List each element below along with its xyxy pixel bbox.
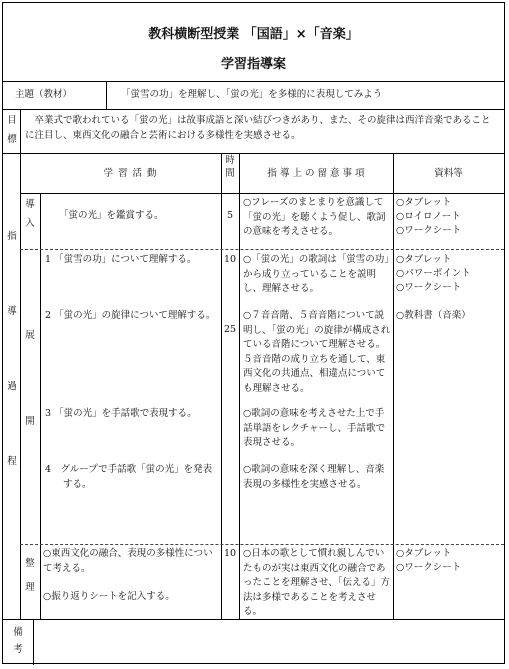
rule-theme-divider xyxy=(106,81,107,109)
rule-intro-bottom xyxy=(20,249,504,250)
summary-activity-1: ○東西文化の融合、表現の多様性について考える。 xyxy=(43,548,213,574)
development-note-2: ○７音音階、５音音階について説明し、「蛍の光」の旋律が構成されている音階について理解させる。５音音階の成り立ちを通して、東西文化の共通点、相違点についても理解させる。 xyxy=(243,310,391,394)
intro-material-2: ○ロイロノート xyxy=(396,211,461,222)
goal-label: 目標 xyxy=(7,115,17,145)
development-activity-3: 3 「蛍の光」を手話歌で表現する。 xyxy=(45,408,197,419)
header-materials: 資料等 xyxy=(434,168,463,179)
rule-goal-bottom xyxy=(3,153,504,154)
development-note-1: ○「蛍の光」の歌詞は「蛍雪の功」から成り立っていることを説明し、理解させる。 xyxy=(243,254,390,294)
development-material-3: ○ワークシート xyxy=(396,282,462,293)
development-time-2: 25 xyxy=(223,324,237,335)
rule-goal-divider xyxy=(20,109,21,153)
document-subtitle: 学習指導案 xyxy=(220,57,286,72)
summary-material-1: ○タブレット xyxy=(396,548,452,559)
summary-activity-2: ○振り返りシートを記入する。 xyxy=(43,591,175,602)
rule-title-bottom xyxy=(3,81,504,82)
remarks-label: 備考 xyxy=(13,627,23,655)
rule-development-bottom xyxy=(20,544,504,545)
development-note-4: ○歌詞の意味を深く理解し、音楽表現の多様性を実感させる。 xyxy=(243,464,385,490)
development-time-1: 10 xyxy=(223,254,237,265)
rule-remarks-divider xyxy=(33,619,34,665)
intro-material-1: ○タブレット xyxy=(396,197,452,208)
rule-side-label xyxy=(20,153,21,619)
side-label: 指導過程 xyxy=(7,231,17,467)
intro-material-3: ○ワークシート xyxy=(396,225,462,236)
rule-materials-left xyxy=(393,153,394,619)
section-label-summary: 整理 xyxy=(25,558,35,593)
development-note-3: ○歌詞の意味を考えさせた上で手話単語をレクチャーし、手話歌で表現させる。 xyxy=(243,408,386,448)
theme-value: 「蛍雪の功」を理解し、「蛍の光」を多様的に表現してみよう xyxy=(121,89,383,100)
header-activity: 学 習 活 動 xyxy=(103,168,158,179)
development-material-2: ○パワーポイント xyxy=(396,268,471,279)
development-activity-1: 1 「蛍雪の功」について理解する。 xyxy=(45,254,197,265)
header-time: 時間 xyxy=(225,155,235,179)
development-activity-2: 2 「蛍の光」の旋律について理解する。 xyxy=(45,310,216,321)
rule-time-right xyxy=(239,153,240,619)
rule-header-bottom xyxy=(20,193,504,194)
rule-theme-bottom xyxy=(3,109,504,110)
theme-label: 主題（教材） xyxy=(15,89,73,100)
rule-section-label xyxy=(40,193,41,619)
development-material-1: ○タブレット xyxy=(396,254,452,265)
development-activity-4: 4 グループで手話歌「蛍の光」を発表する。 xyxy=(45,464,213,490)
lesson-plan-sheet xyxy=(2,2,505,664)
intro-time: 5 xyxy=(226,210,234,221)
section-label-development: 展開 xyxy=(25,330,35,427)
summary-material-2: ○ワークシート xyxy=(396,562,462,573)
goal-text: 卒業式で歌われている「蛍の光」は故事成語と深い結びつきがあり、また、その旋律は西洋音楽であることに注目し、東西文化の融合と芸術における多様性を実感させる。 xyxy=(25,115,491,141)
header-notes: 指 導 上 の 留 意 事 項 xyxy=(267,168,365,179)
intro-activity: 「蛍の光」を鑑賞する。 xyxy=(59,210,164,221)
document-title: 教科横断型授業 「国語」×「音楽」 xyxy=(148,27,359,42)
development-material-4: ○教科書（音楽） xyxy=(396,310,471,321)
summary-notes: ○日本の歌として慣れ親しんでいたものが実は東西文化の融合であったことを理解させ、「伝える」方法は多様であることを考えさせる。 xyxy=(243,548,390,617)
section-label-intro: 導入 xyxy=(25,199,35,229)
intro-notes: ○フレーズのまとまりを意識して「蛍の光」を聴くよう促し、歌詞の意味を考えさせる。 xyxy=(243,197,386,237)
summary-time: 10 xyxy=(223,548,237,559)
